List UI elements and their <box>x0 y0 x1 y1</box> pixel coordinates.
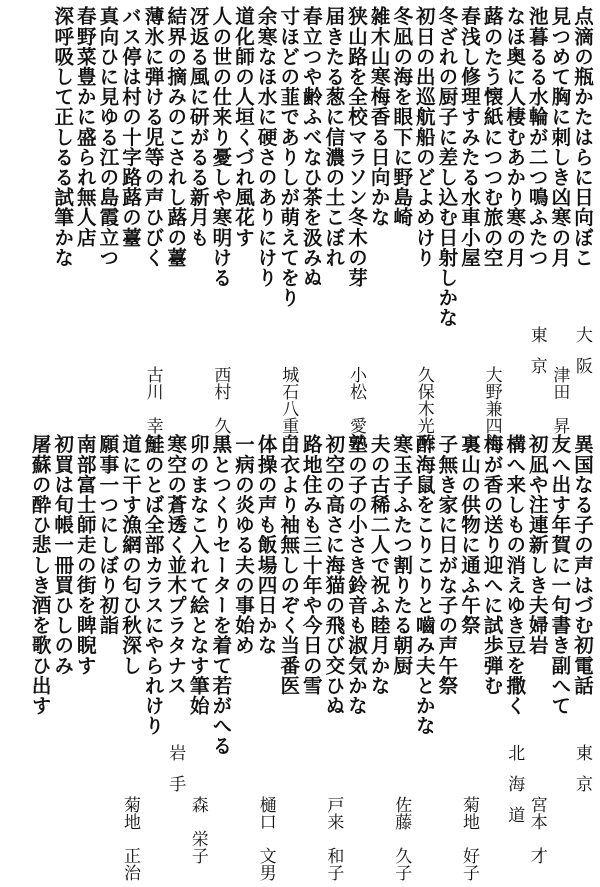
poet-name: 戸来 和子 <box>323 796 344 881</box>
poet-name: 樋口 文男 <box>255 796 276 881</box>
haiku-line: 深呼吸して正しるる試筆かな <box>51 6 75 268</box>
haiku-line: 寒空の蒼透く並木プラタナス <box>164 434 188 696</box>
poet-prefecture: 東京 <box>526 326 547 388</box>
haiku-line: 卯のまなこ入れて絵となす筆始 <box>186 434 210 716</box>
poet-name: 城石八重子 <box>278 366 299 451</box>
haiku-line: 余寒なほ水に硬さのありにけり <box>254 6 278 288</box>
haiku-line: 寒玉子ふたつ割りたる朝厨 <box>390 434 414 676</box>
haiku-line: 人の世の仕来り憂しや寒明ける <box>209 6 233 288</box>
haiku-line: 点滴の瓶かたはらに日向ぼこ <box>571 6 594 268</box>
haiku-line: 願事一つにしぼり初詣 <box>96 434 120 635</box>
haiku-line: 池暮るる水輪が二つ鳴ふたつ <box>525 6 549 268</box>
poet-name: 古川 幸子 <box>142 366 163 451</box>
poet-name: 菊地 好子 <box>459 796 479 881</box>
haiku-line: 寸ほどの韮でありしが萌えてをり <box>277 6 301 308</box>
haiku-line: 塾の子の小さき鈴音も淑気かな <box>345 434 368 716</box>
haiku-line: 冴返る風に研がるる新月も <box>186 6 210 248</box>
poet-name: 小松 愛子 <box>346 366 366 451</box>
haiku-line: 薄氷に弾ける児等の声ひびく <box>141 6 165 268</box>
haiku-line: 白衣より袖無しのぞく当番医 <box>277 434 301 696</box>
haiku-line: 狭山路を全校マラソン冬木の芽 <box>345 6 368 288</box>
haiku-line: 南部富士師走の街を睥睨す <box>73 434 97 676</box>
haiku-line: 春野菜豊かに盛られ無人店 <box>73 6 97 248</box>
haiku-line: 道化師の人垣くづれ風花す <box>232 6 255 248</box>
haiku-line: 梅が香の送り迎へに試歩弾む <box>480 434 504 696</box>
haiku-line: 春立つや齢ふべなひ茶を汲みぬ <box>299 6 323 288</box>
poet-name: 菊地 正治 <box>120 796 140 881</box>
haiku-line: 見つめて胸に刺しき凶寒の月 <box>548 6 572 268</box>
haiku-line: なほ奥に人棲むあかり寒の月 <box>503 6 527 268</box>
poet-name: 大野兼四郎 <box>481 366 502 451</box>
haiku-line: 初日の出巡航船のどよめけり <box>412 6 436 268</box>
poet-name: 西村 久子 <box>210 366 231 451</box>
haiku-line: 路地住みも三十年や今日の雪 <box>299 434 323 696</box>
haiku-line: 友へ出す年賀に一句書き副へて <box>548 434 572 716</box>
haiku-line: 雑木山寒梅香る日向かな <box>367 6 391 228</box>
haiku-line: 春浅し修理すみたる水車小屋 <box>458 6 481 268</box>
poet-name: 宮本 才 <box>526 796 547 864</box>
haiku-line: 裏山の供物に通ふ午祭 <box>458 434 481 635</box>
haiku-line: 初空の高さに海猫の飛び交ひぬ <box>322 434 346 716</box>
haiku-line: 黒とつくりセーターを着て若がへる <box>209 434 233 756</box>
poet-name: 久保木光照 <box>413 366 434 451</box>
poet-name: 佐藤 久子 <box>391 796 412 881</box>
haiku-line: 真向ひに見ゆる江の島霞立つ <box>96 6 120 268</box>
poet-prefecture: 大阪 <box>572 326 592 388</box>
haiku-line: 届きたる葱に信濃の土こぼれ <box>322 6 346 268</box>
haiku-line: 初買は旬帳一冊買ひしのみ <box>51 434 75 676</box>
poet-prefecture: 東京 <box>572 744 592 806</box>
haiku-line: 夫の古稀二人で祝ふ睦月かな <box>367 434 391 696</box>
haiku-line: 構へ来しもの消えゆき豆を撒く <box>503 434 527 716</box>
poet-name: 森 栄子 <box>187 796 208 864</box>
haiku-line: 初凪や注連新しき夫婦岩 <box>525 434 549 656</box>
haiku-line: 冬凪の海を眼下に野島崎 <box>390 6 414 228</box>
haiku-line: 屠蘇の酔ひ悲しき酒を歌ひ出す <box>28 434 52 716</box>
haiku-line: 蕗のたう懐紙につつむ旅の空 <box>480 6 504 268</box>
haiku-line: 道に干す漁網の匂ひ秋深し <box>119 434 142 676</box>
poet-prefecture: 岩手 <box>165 744 186 806</box>
poet-name: 津田 昇一 <box>549 366 570 451</box>
haiku-line: 結界の摘みのこされし蕗の薹 <box>164 6 188 268</box>
haiku-line: 酢海鼠をこりこりと嚙み夫とかな <box>412 434 436 736</box>
haiku-line: 子無き家に日がな子の声午祭 <box>435 434 459 696</box>
poet-prefecture: 北海道 <box>504 744 525 837</box>
haiku-line: 鮭のとば全部カラスにやられけり <box>141 434 165 736</box>
haiku-line: 一病の炎ゆる夫の事始め <box>232 434 255 656</box>
haiku-line: 体操の声も飯場四日かな <box>254 434 278 656</box>
haiku-line: バス停は村の十字路蕗の薹 <box>119 6 142 248</box>
haiku-line: 冬ざれの厨子に差し込む日射しかな <box>435 6 459 328</box>
haiku-line: 異国なる子の声はづむ初電話 <box>571 434 594 696</box>
